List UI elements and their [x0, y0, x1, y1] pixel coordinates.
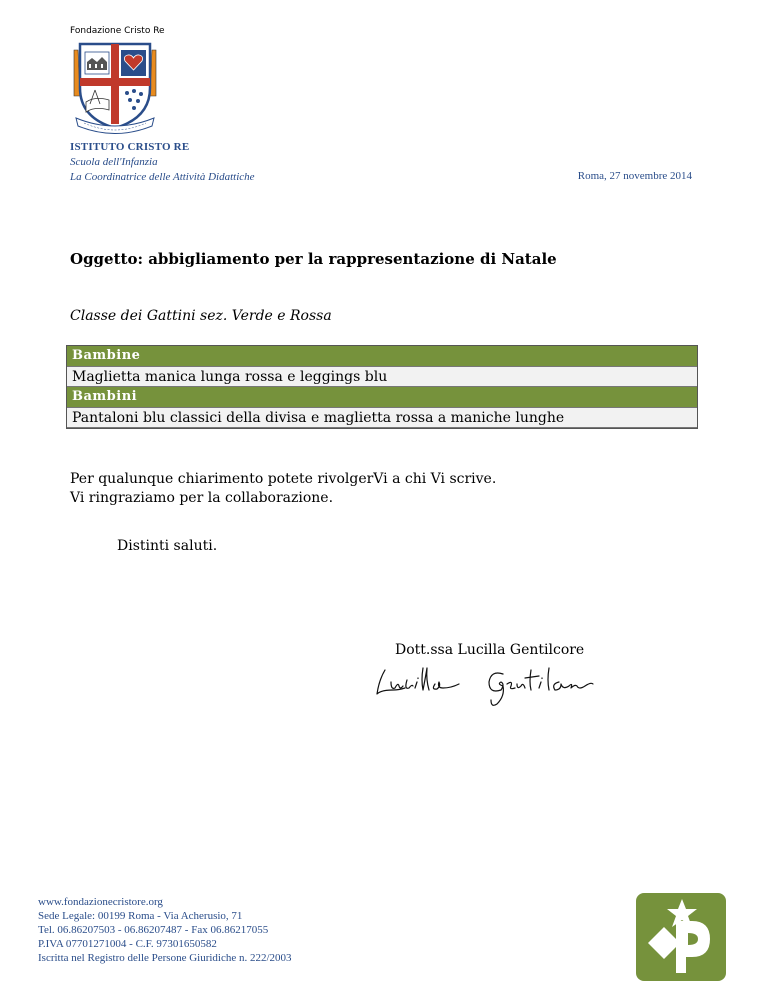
table-row-girls-header: Bambine: [67, 346, 697, 366]
footer-registry: Iscritta nel Registro delle Persone Giuridiche n. 222/2003: [38, 952, 292, 964]
school-crest-icon: [70, 26, 165, 134]
signatory-name: Dott.ssa Lucilla Gentilcore: [395, 642, 585, 658]
crest-title: Fondazione Cristo Re: [70, 26, 165, 36]
footer-tax: P.IVA 07701271004 - C.F. 97301650582: [38, 938, 217, 950]
closing-line-1: Per qualunque chiarimento potete rivolgerVi a chi Vi scrive.: [70, 471, 497, 487]
closing-line-2: Vi ringraziamo per la collaborazione.: [70, 490, 334, 506]
table-row-boys-outfit: Pantaloni blu classici della divisa e maglietta rossa a maniche lunghe: [67, 407, 697, 428]
footer-website: www.fondazionecristore.org: [38, 896, 163, 908]
crest-graphic: [70, 26, 165, 134]
footer-address: Sede Legale: 00199 Roma - Via Acherusio, 71: [38, 910, 243, 922]
foundation-logo-graphic: [636, 893, 726, 981]
footer: [38, 895, 292, 965]
handwritten-signature: [365, 660, 605, 708]
signature-graphic: [365, 660, 605, 708]
institute-name: ISTITUTO CRISTO RE: [70, 141, 190, 153]
institute-block: [70, 140, 330, 185]
school-name: Scuola dell'Infanzia: [70, 156, 158, 168]
table-row-boys-header: Bambini: [67, 387, 697, 407]
greeting: Distinti saluti.: [117, 538, 218, 554]
clothing-table: [66, 345, 698, 429]
footer-phone: Tel. 06.86207503 - 06.86207487 - Fax 06.86217055: [38, 924, 269, 936]
class-name: Classe dei Gattini sez. Verde e Rossa: [70, 308, 332, 324]
letter-subject: Oggetto: abbigliamento per la rappresentazione di Natale: [70, 250, 557, 268]
table-row-girls-outfit: Maglietta manica lunga rossa e leggings blu: [67, 366, 697, 387]
foundation-logo-icon: [636, 893, 726, 981]
letter-date: Roma, 27 novembre 2014: [577, 170, 692, 182]
closing-text: [70, 470, 496, 508]
coordinator-role: La Coordinatrice delle Attività Didattiche: [70, 171, 255, 183]
